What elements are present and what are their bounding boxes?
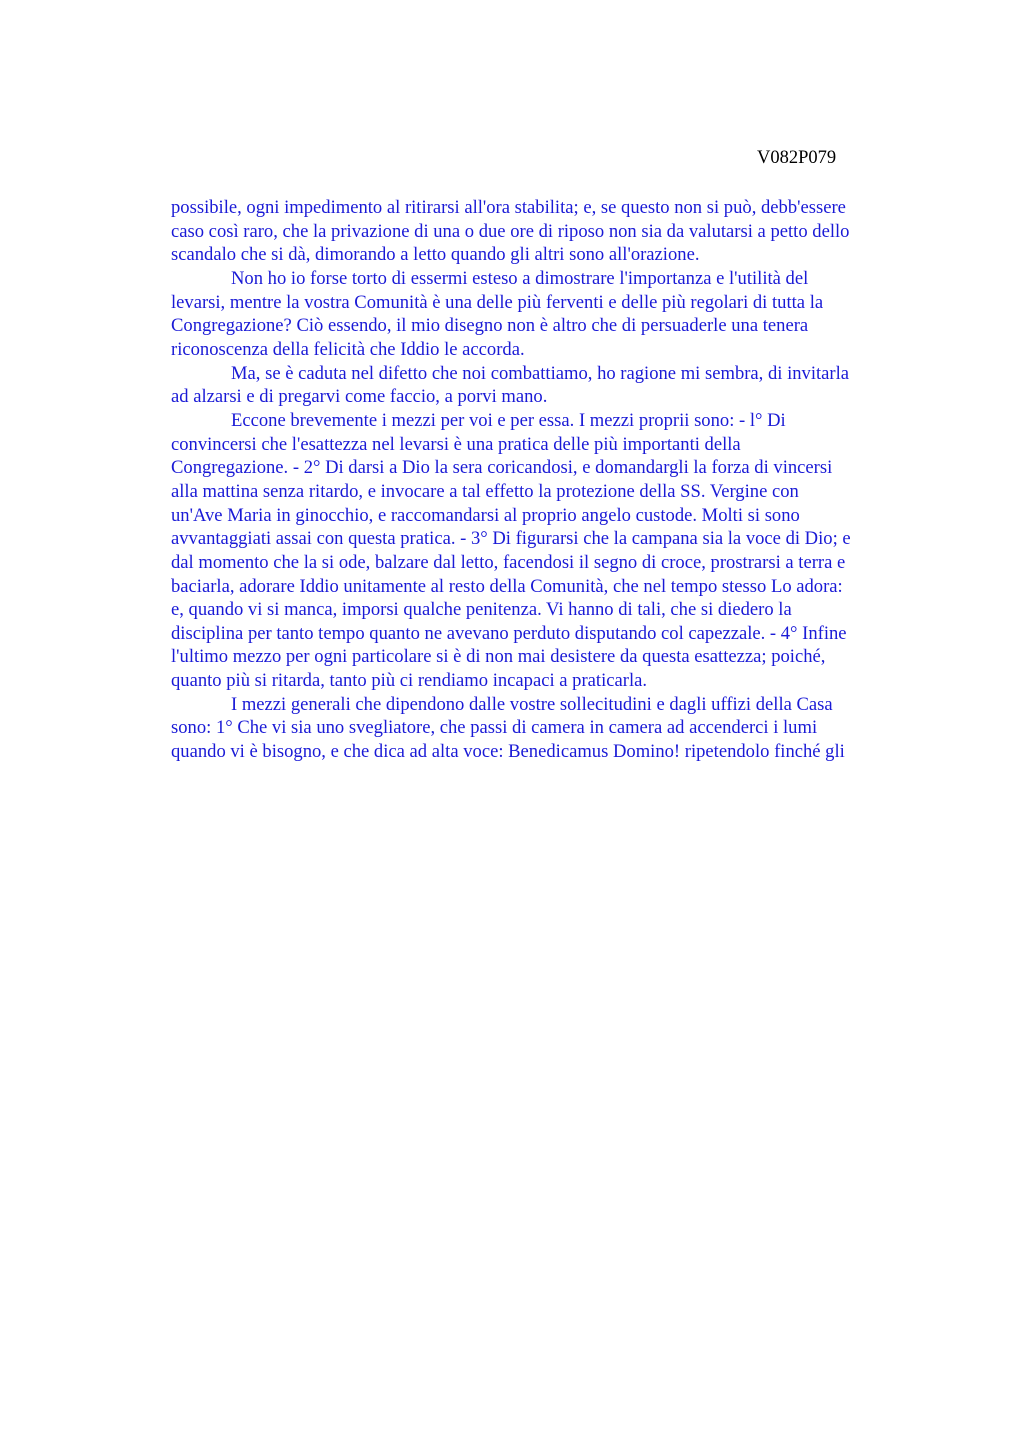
text-line: levarsi, mentre la vostra Comunità è una delle più ferventi e delle più regolari di tutta la xyxy=(171,291,824,313)
text-line: disciplina per tanto tempo quanto ne avevano perduto disputando col capezzale. - 4° Infine xyxy=(171,622,847,644)
text-line: Ma, se è caduta nel difetto che noi combattiamo, ho ragione mi sembra, di invitarla xyxy=(231,362,850,384)
text-line: baciarla, adorare Iddio unitamente al resto della Comunità, che nel tempo stesso Lo adora: xyxy=(171,575,843,597)
text-line: ad alzarsi e di pregarvi come faccio, a porvi mano. xyxy=(171,386,548,408)
text-line: Eccone brevemente i mezzi per voi e per essa. I mezzi proprii sono: - l° Di xyxy=(231,409,786,431)
text-line: quanto più si ritarda, tanto più ci rendiamo incapaci a praticarla. xyxy=(171,670,648,692)
page-identifier: V082P079 xyxy=(757,148,837,168)
text-line: quando vi è bisogno, e che dica ad alta voce: Benedicamus Domino! ripetendolo finché gli xyxy=(171,741,845,763)
text-line: l'ultimo mezzo per ogni particolare si è di non mai desistere da questa esattezza; poiché, xyxy=(171,646,826,668)
text-line: avvantaggiati assai con questa pratica. - 3° Di figurarsi che la campana sia la voce di Dio; e xyxy=(171,528,851,550)
text-line: Congregazione? Ciò essendo, il mio disegno non è altro che di persuaderle una tenera xyxy=(171,315,809,337)
body-text xyxy=(171,196,931,764)
text-line: alla mattina senza ritardo, e invocare a tal effetto la protezione della SS. Vergine con xyxy=(171,480,799,502)
text-line: dal momento che la si ode, balzare dal letto, facendosi il segno di croce, prostrarsi a terra e xyxy=(171,551,846,573)
text-line: convincersi che l'esattezza nel levarsi è una pratica delle più importanti della xyxy=(171,433,741,455)
text-line: caso così raro, che la privazione di una o due ore di riposo non sia da valutarsi a petto dello xyxy=(171,220,850,242)
text-line: possibile, ogni impedimento al ritirarsi all'ora stabilita; e, se questo non si può, debb'essere xyxy=(171,197,846,218)
text-line: Non ho io forse torto di essermi esteso a dimostrare l'importanza e l'utilità del xyxy=(231,267,809,289)
text-line: sono: 1° Che vi sia uno svegliatore, che passi di camera in camera ad accenderci i lumi xyxy=(171,717,818,739)
text-line: e, quando vi si manca, imporsi qualche penitenza. Vi hanno di tali, che si diedero la xyxy=(171,599,792,621)
text-line: I mezzi generali che dipendono dalle vostre sollecitudini e dagli uffizi della Casa xyxy=(231,693,833,715)
text-line: Congregazione. - 2° Di darsi a Dio la sera coricandosi, e domandargli la forza di vincersi xyxy=(171,457,833,479)
text-line: riconoscenza della felicità che Iddio le accorda. xyxy=(171,338,525,360)
text-line: scandalo che si dà, dimorando a letto quando gli altri sono all'orazione. xyxy=(171,244,700,266)
text-line: un'Ave Maria in ginocchio, e raccomandarsi al proprio angelo custode. Molti si sono xyxy=(171,504,800,526)
